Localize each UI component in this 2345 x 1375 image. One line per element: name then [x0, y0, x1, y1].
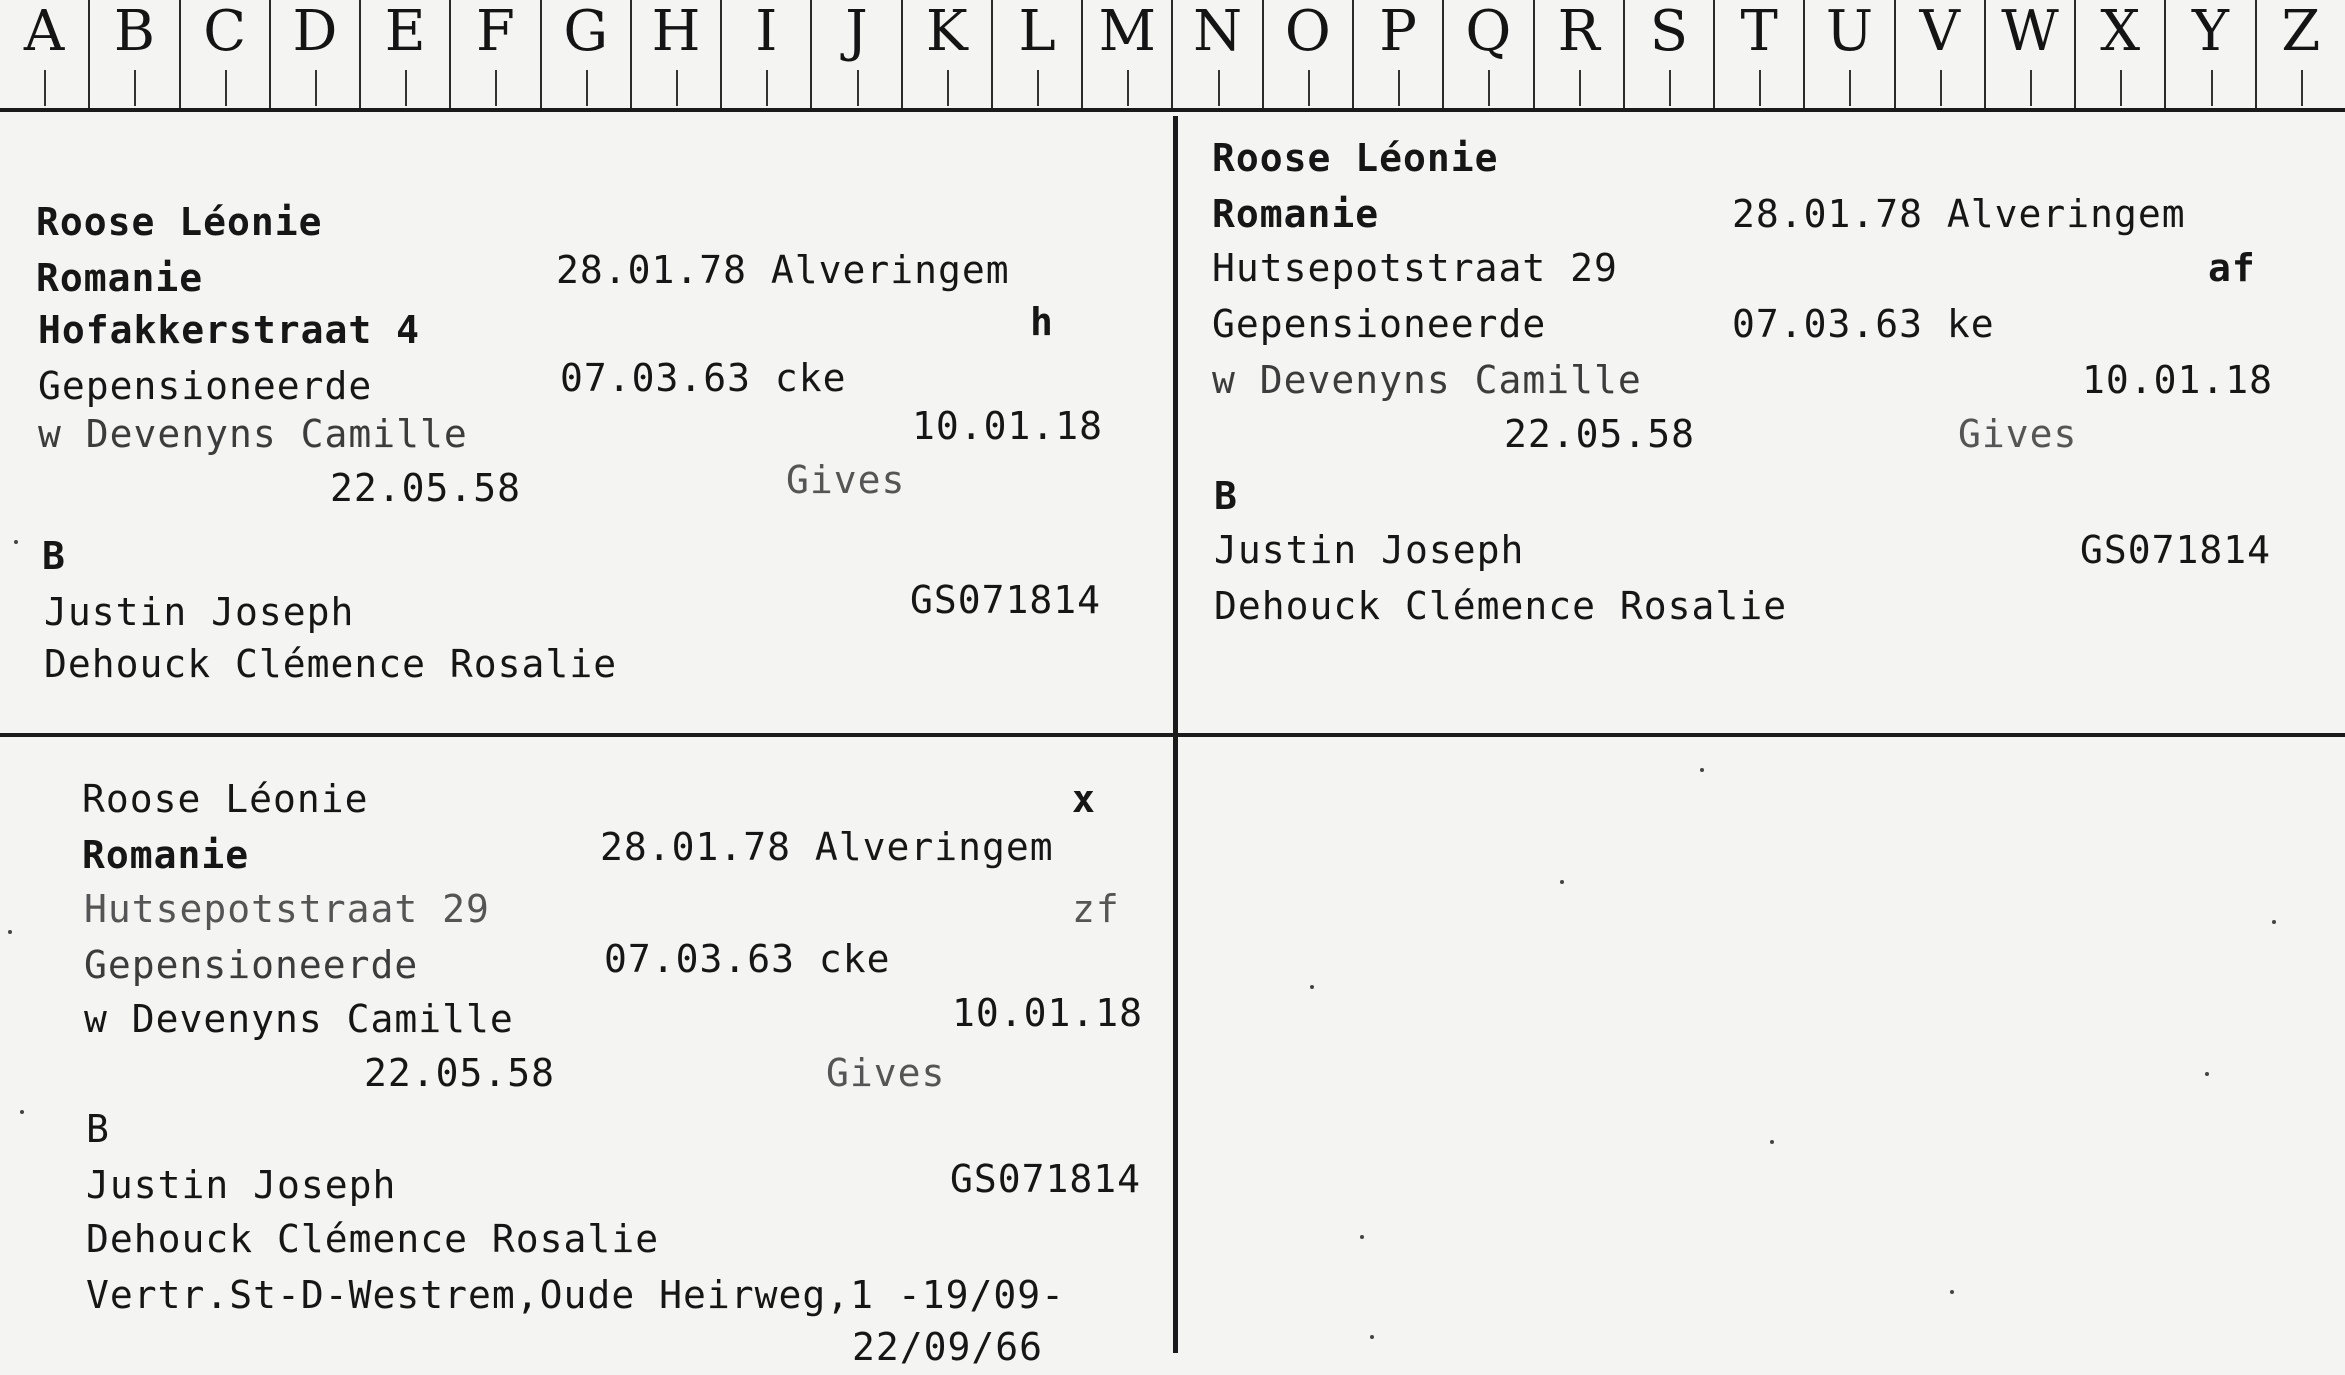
index-letter-cell-u: [1805, 0, 1895, 108]
index-letter: I: [755, 0, 778, 64]
card-spouse: w Devenyns Camille: [38, 412, 468, 456]
card-status-date: 07.03.63 ke: [1732, 302, 1995, 346]
index-tick: [2120, 70, 2122, 106]
card-spouse-death-date: 22.05.58: [330, 466, 522, 510]
index-tick: [857, 70, 859, 106]
index-letter: O: [1284, 0, 1331, 64]
index-tick: [495, 70, 497, 106]
index-tick: [2211, 70, 2213, 106]
index-letter-cell-y: [2166, 0, 2256, 108]
index-letter-cell-t: [1715, 0, 1805, 108]
index-tick: [1218, 70, 1220, 106]
index-letter-cell-z: [2257, 0, 2345, 108]
index-tick: [1669, 70, 1671, 106]
index-tick: [1940, 70, 1942, 106]
scan-speck: [2272, 920, 2276, 924]
index-letter: C: [203, 0, 247, 64]
card-surname: Roose Léonie: [1212, 136, 1499, 180]
card-spouse-place: Gives: [786, 458, 906, 502]
scan-speck: [1950, 1290, 1954, 1294]
card-given-name: Romanie: [82, 833, 250, 877]
index-tick: [1127, 70, 1129, 106]
card-nationality: B: [1214, 474, 1238, 518]
index-letter: K: [925, 0, 968, 64]
index-tick: [947, 70, 949, 106]
card-code: GS071814: [2080, 528, 2272, 572]
card-mark: af: [2208, 246, 2256, 290]
index-letter-cell-q: [1444, 0, 1534, 108]
index-tick: [1759, 70, 1761, 106]
index-letter-cell-x: [2076, 0, 2166, 108]
card-surname: Roose Léonie: [36, 200, 323, 244]
alphabet-index-strip: [0, 0, 2345, 112]
card-given-name: Romanie: [36, 256, 204, 300]
card-birth: 28.01.78 Alveringem: [556, 248, 1010, 292]
card-code: GS071814: [910, 578, 1102, 622]
index-letter: X: [2100, 0, 2141, 64]
card-status: Gepensioneerde: [38, 364, 373, 408]
index-letter-cell-a: [0, 0, 90, 108]
card-mother: Dehouck Clémence Rosalie: [86, 1217, 660, 1261]
card-birth: 28.01.78 Alveringem: [600, 825, 1054, 869]
index-letter-cell-s: [1625, 0, 1715, 108]
card-birth: 28.01.78 Alveringem: [1732, 192, 2186, 236]
index-letter-cell-k: [903, 0, 993, 108]
card-mark-x: x: [1072, 777, 1096, 821]
scan-speck: [1360, 1235, 1364, 1239]
index-tick: [2301, 70, 2303, 106]
index-letter-cell-g: [542, 0, 632, 108]
card-bottom-left: [0, 737, 1173, 1369]
card-top-left: [0, 116, 1173, 733]
card-spouse-death-date: 22.05.58: [1504, 412, 1696, 456]
index-letter: N: [1193, 0, 1243, 64]
scan-speck: [14, 540, 18, 544]
index-letter-cell-c: [181, 0, 271, 108]
card-spouse-birth: 10.01.18: [952, 991, 1144, 1035]
index-letter-cell-v: [1896, 0, 1986, 108]
index-tick: [1849, 70, 1851, 106]
index-tick: [1398, 70, 1400, 106]
card-mother: Dehouck Clémence Rosalie: [1214, 584, 1788, 628]
index-letter: W: [2001, 0, 2059, 64]
index-tick: [2030, 70, 2032, 106]
card-given-name: Romanie: [1212, 192, 1380, 236]
index-letter-cell-d: [271, 0, 361, 108]
scan-speck: [1370, 1335, 1374, 1339]
index-letter: V: [1919, 0, 1960, 64]
card-nationality: B: [42, 534, 66, 578]
index-letter: Q: [1465, 0, 1512, 64]
index-letter: Y: [2192, 0, 2229, 64]
index-letter: E: [384, 0, 426, 64]
card-father: Justin Joseph: [86, 1163, 397, 1207]
index-letter: F: [476, 0, 515, 64]
index-letter-cell-m: [1083, 0, 1173, 108]
index-letter: R: [1557, 0, 1600, 64]
index-letter-cell-i: [722, 0, 812, 108]
card-top-right: [1178, 116, 2345, 733]
card-address: Hutsepotstraat 29: [1212, 246, 1618, 290]
index-tick: [766, 70, 768, 106]
index-letter-cell-f: [451, 0, 541, 108]
index-letter: B: [113, 0, 155, 64]
index-tick: [1579, 70, 1581, 106]
index-tick: [315, 70, 317, 106]
index-letter: T: [1740, 0, 1778, 64]
card-code: GS071814: [950, 1157, 1142, 1201]
card-mark: zf: [1072, 887, 1120, 931]
card-father: Justin Joseph: [1214, 528, 1525, 572]
card-nationality: B: [86, 1107, 110, 1151]
card-status-date: 07.03.63 cke: [560, 356, 847, 400]
card-spouse: w Devenyns Camille: [84, 997, 514, 1041]
index-letter: D: [292, 0, 338, 64]
card-spouse-place: Gives: [826, 1051, 946, 1095]
card-address: Hutsepotstraat 29: [84, 887, 490, 931]
card-father: Justin Joseph: [44, 590, 355, 634]
index-tick: [1037, 70, 1039, 106]
index-tick: [1488, 70, 1490, 106]
scan-speck: [2205, 1072, 2209, 1076]
card-address: Hofakkerstraat 4: [38, 308, 421, 352]
card-departure-date: 22/09/66: [852, 1325, 1044, 1369]
card-mother: Dehouck Clémence Rosalie: [44, 642, 618, 686]
scan-speck: [1770, 1140, 1774, 1144]
index-tick: [134, 70, 136, 106]
card-status: Gepensioneerde: [84, 943, 419, 987]
card-departure: Vertr.St-D-Westrem,Oude Heirweg,1 -19/09-: [86, 1273, 1065, 1317]
index-letter: H: [651, 0, 701, 64]
index-letter-cell-w: [1986, 0, 2076, 108]
index-tick: [405, 70, 407, 106]
card-mark: h: [1030, 300, 1054, 344]
index-letter: P: [1379, 0, 1417, 64]
index-letter-cell-l: [993, 0, 1083, 108]
index-letter: G: [563, 0, 609, 64]
index-letter: L: [1018, 0, 1056, 64]
index-letter: M: [1098, 0, 1156, 64]
index-tick: [44, 70, 46, 106]
index-letter-cell-h: [632, 0, 722, 108]
card-spouse: w Devenyns Camille: [1212, 358, 1642, 402]
index-letter-cell-b: [90, 0, 180, 108]
index-letter: J: [845, 0, 868, 64]
index-letter: U: [1825, 0, 1874, 64]
scan-speck: [1310, 985, 1314, 989]
index-letter-cell-o: [1264, 0, 1354, 108]
card-bottom-right-empty: [1178, 737, 2345, 1353]
scan-speck: [8, 930, 12, 934]
index-letter-cell-p: [1354, 0, 1444, 108]
index-letter-cell-n: [1173, 0, 1263, 108]
index-letter-cell-j: [812, 0, 902, 108]
index-tick: [676, 70, 678, 106]
index-tick: [586, 70, 588, 106]
index-letter: S: [1649, 0, 1689, 64]
scan-speck: [20, 1110, 24, 1114]
card-spouse-death-date: 22.05.58: [364, 1051, 556, 1095]
card-spouse-birth: 10.01.18: [2082, 358, 2274, 402]
card-status: Gepensioneerde: [1212, 302, 1547, 346]
index-letter-cell-e: [361, 0, 451, 108]
scan-speck: [1700, 768, 1704, 772]
index-tick: [225, 70, 227, 106]
index-tick: [1308, 70, 1310, 106]
scan-speck: [1560, 880, 1564, 884]
card-status-date: 07.03.63 cke: [604, 937, 891, 981]
card-surname: Roose Léonie: [82, 777, 369, 821]
card-spouse-birth: 10.01.18: [912, 404, 1104, 448]
index-letter: Z: [2281, 0, 2321, 64]
index-letter-cell-r: [1535, 0, 1625, 108]
index-letter: A: [23, 0, 65, 64]
card-spouse-place: Gives: [1958, 412, 2078, 456]
